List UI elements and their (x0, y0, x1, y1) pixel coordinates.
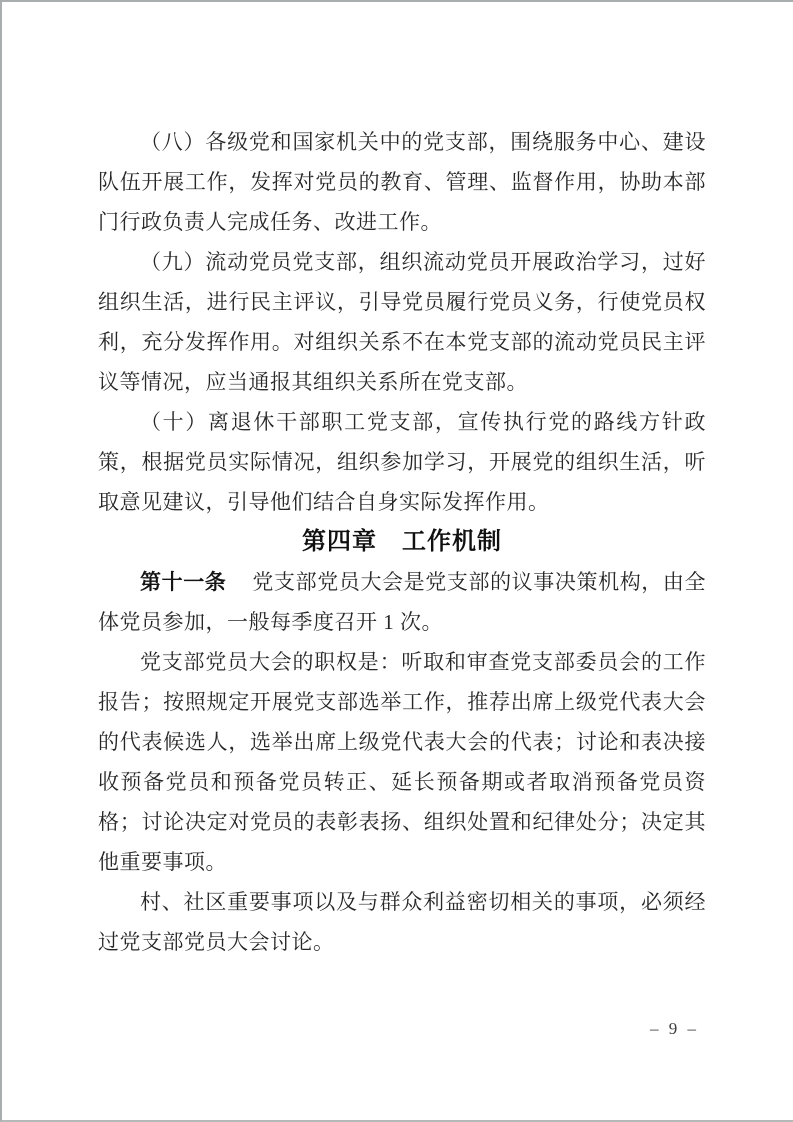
powers-paragraph: 党支部党员大会的职权是：听取和审查党支部委员会的工作报告；按照规定开展党支部选举工作，推荐出席上级党代表大会的代表候选人，选举出席上级党代表大会的代表；讨论和表决接收预备党员和预备党员转正、延长预备期或者取消预备党员资格；讨论决定对党员的表彰表扬、组织处置和纪律处分；决定其他重要事项。 (98, 650, 706, 874)
article-11-paragraph (98, 562, 706, 642)
page-number: – 9 – (650, 1019, 699, 1038)
clause-8-paragraph: （八）各级党和国家机关中的党支部，围绕服务中心、建设队伍开展工作，发挥对党员的教育、管理、监督作用，协助本部门行政负责人完成任务、改进工作。 (98, 130, 706, 234)
clause-10-paragraph: （十）离退休干部职工党支部，宣传执行党的路线方针政策，根据党员实际情况，组织参加学习，开展党的组织生活，听取意见建议，引导他们结合自身实际发挥作用。 (98, 410, 706, 514)
article-text: 党支部党员大会是党支部的议事决策机构，由全体党员参加，一般每季度召开 1 次。 (98, 570, 707, 634)
article-number-label: 第十一条 (140, 570, 227, 594)
document-body (98, 122, 706, 962)
village-community-paragraph: 村、社区重要事项以及与群众利益密切相关的事项，必须经过党支部党员大会讨论。 (98, 890, 706, 954)
clause-9-paragraph: （九）流动党员党支部，组织流动党员开展政治学习，过好组织生活，进行民主评议，引导党员履行党员义务，行使党员权利，充分发挥作用。对组织关系不在本党支部的流动党员民主评议等情况，应当通报其组织关系所在党支部。 (98, 250, 706, 394)
chapter-heading: 第四章 工作机制 (302, 528, 502, 555)
